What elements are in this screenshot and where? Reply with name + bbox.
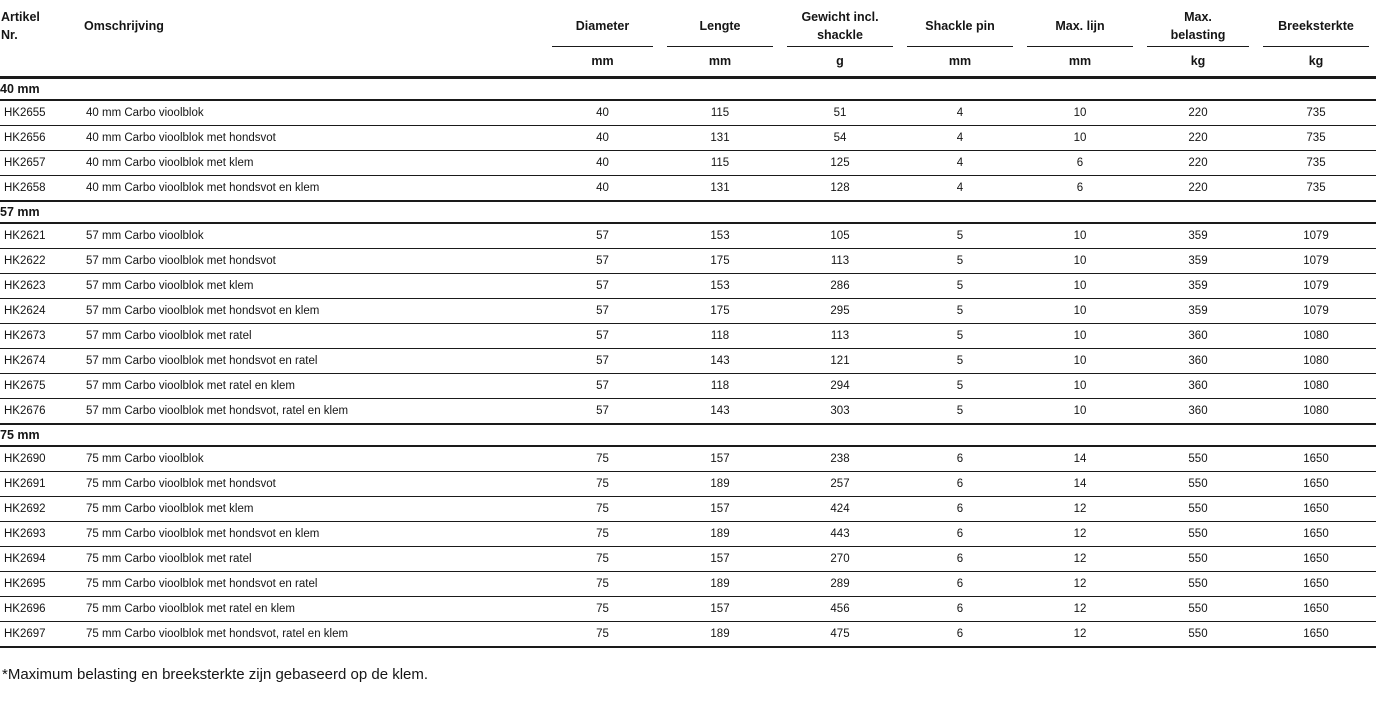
breeksterkte-cell: 1650	[1256, 472, 1376, 497]
omschrijving-cell: 40 mm Carbo vioolblok	[82, 100, 545, 126]
omschrijving-cell: 75 mm Carbo vioolblok met ratel	[82, 547, 545, 572]
artikel-nr-cell: HK2697	[0, 622, 82, 648]
diameter-cell: 75	[545, 622, 660, 648]
max-belasting-cell: 550	[1140, 572, 1256, 597]
unit-omschrijving	[82, 46, 545, 78]
gewicht-cell: 456	[780, 597, 900, 622]
lengte-cell: 143	[660, 349, 780, 374]
diameter-cell: 40	[545, 126, 660, 151]
max-lijn-cell: 12	[1020, 622, 1140, 648]
footnote: *Maximum belasting en breeksterkte zijn gebaseerd op de klem.	[2, 666, 429, 684]
diameter-cell: 75	[545, 497, 660, 522]
max-lijn-cell: 10	[1020, 349, 1140, 374]
max-belasting-cell: 550	[1140, 597, 1256, 622]
artikel-nr-cell: HK2673	[0, 324, 82, 349]
header-gewicht	[780, 0, 900, 46]
section-row	[0, 201, 1376, 223]
unit-artikel-text	[5, 65, 77, 70]
max-lijn-cell: 10	[1020, 223, 1140, 249]
diameter-cell: 57	[545, 374, 660, 399]
breeksterkte-cell: 1650	[1256, 597, 1376, 622]
gewicht-cell: 270	[780, 547, 900, 572]
max-lijn-cell: 12	[1020, 572, 1140, 597]
table-row	[0, 472, 1376, 497]
max-lijn-cell: 10	[1020, 324, 1140, 349]
shackle-pin-cell: 6	[900, 597, 1020, 622]
max-belasting-cell: 550	[1140, 522, 1256, 547]
breeksterkte-cell: 1650	[1256, 572, 1376, 597]
shackle-pin-cell: 4	[900, 100, 1020, 126]
gewicht-cell: 286	[780, 274, 900, 299]
shackle-pin-cell: 4	[900, 176, 1020, 202]
lengte-cell: 175	[660, 299, 780, 324]
omschrijving-cell: 57 mm Carbo vioolblok met hondsvot en ratel	[82, 349, 545, 374]
section-title: 40 mm	[0, 78, 1376, 101]
max-belasting-cell: 550	[1140, 622, 1256, 648]
breeksterkte-cell: 1650	[1256, 522, 1376, 547]
diameter-cell: 75	[545, 597, 660, 622]
gewicht-cell: 424	[780, 497, 900, 522]
breeksterkte-cell: 735	[1256, 100, 1376, 126]
gewicht-cell: 443	[780, 522, 900, 547]
artikel-nr-cell: HK2676	[0, 399, 82, 425]
header-diameter-label: Diameter	[575, 18, 630, 33]
header-gewicht-line2: shackle	[817, 28, 863, 42]
header-lengte	[660, 0, 780, 46]
diameter-cell: 40	[545, 100, 660, 126]
omschrijving-cell: 57 mm Carbo vioolblok met hondsvot	[82, 249, 545, 274]
header-shackle-pin	[900, 0, 1020, 46]
header-max-belasting-line2: belasting	[1170, 28, 1226, 42]
table-row	[0, 100, 1376, 126]
lengte-cell: 153	[660, 223, 780, 249]
breeksterkte-cell: 735	[1256, 151, 1376, 176]
unit-shackle-pin-text: mm	[907, 46, 1013, 70]
table-row	[0, 522, 1376, 547]
diameter-cell: 40	[545, 176, 660, 202]
omschrijving-cell: 40 mm Carbo vioolblok met hondsvot en klem	[82, 176, 545, 202]
table-row	[0, 176, 1376, 202]
gewicht-cell: 475	[780, 622, 900, 648]
gewicht-cell: 303	[780, 399, 900, 425]
shackle-pin-cell: 6	[900, 472, 1020, 497]
artikel-nr-cell: HK2622	[0, 249, 82, 274]
breeksterkte-cell: 735	[1256, 126, 1376, 151]
max-lijn-cell: 6	[1020, 176, 1140, 202]
lengte-cell: 157	[660, 547, 780, 572]
gewicht-cell: 121	[780, 349, 900, 374]
max-lijn-cell: 10	[1020, 299, 1140, 324]
shackle-pin-cell: 4	[900, 126, 1020, 151]
unit-diameter-text: mm	[552, 46, 653, 70]
omschrijving-cell: 40 mm Carbo vioolblok met klem	[82, 151, 545, 176]
unit-lengte-text: mm	[667, 46, 773, 70]
shackle-pin-cell: 6	[900, 547, 1020, 572]
max-lijn-cell: 14	[1020, 446, 1140, 472]
artikel-nr-cell: HK2693	[0, 522, 82, 547]
header-artikel-line2: Nr.	[1, 28, 18, 42]
unit-lengte	[660, 46, 780, 78]
section-row	[0, 78, 1376, 101]
breeksterkte-cell: 1080	[1256, 399, 1376, 425]
breeksterkte-cell: 1650	[1256, 622, 1376, 648]
unit-omschrijving-text	[110, 65, 517, 70]
unit-gewicht	[780, 46, 900, 78]
artikel-nr-cell: HK2656	[0, 126, 82, 151]
max-belasting-cell: 360	[1140, 324, 1256, 349]
lengte-cell: 153	[660, 274, 780, 299]
max-lijn-cell: 10	[1020, 249, 1140, 274]
shackle-pin-cell: 5	[900, 399, 1020, 425]
diameter-cell: 40	[545, 151, 660, 176]
lengte-cell: 118	[660, 324, 780, 349]
lengte-cell: 175	[660, 249, 780, 274]
header-units-row	[0, 46, 1376, 78]
max-lijn-cell: 10	[1020, 399, 1140, 425]
table-row	[0, 223, 1376, 249]
table-row	[0, 497, 1376, 522]
max-belasting-cell: 360	[1140, 399, 1256, 425]
shackle-pin-cell: 5	[900, 349, 1020, 374]
omschrijving-cell: 57 mm Carbo vioolblok	[82, 223, 545, 249]
table-row	[0, 622, 1376, 648]
table-row	[0, 572, 1376, 597]
gewicht-cell: 295	[780, 299, 900, 324]
omschrijving-cell: 75 mm Carbo vioolblok met hondsvot en klem	[82, 522, 545, 547]
header-breeksterkte-label: Breeksterkte	[1278, 18, 1354, 33]
table-row	[0, 374, 1376, 399]
shackle-pin-cell: 6	[900, 572, 1020, 597]
breeksterkte-cell: 1080	[1256, 349, 1376, 374]
diameter-cell: 57	[545, 223, 660, 249]
diameter-cell: 75	[545, 472, 660, 497]
shackle-pin-cell: 5	[900, 274, 1020, 299]
diameter-cell: 75	[545, 446, 660, 472]
lengte-cell: 189	[660, 522, 780, 547]
diameter-cell: 57	[545, 299, 660, 324]
breeksterkte-cell: 1650	[1256, 446, 1376, 472]
unit-artikel	[0, 46, 82, 78]
shackle-pin-cell: 6	[900, 622, 1020, 648]
gewicht-cell: 128	[780, 176, 900, 202]
table-row	[0, 299, 1376, 324]
table-header	[0, 0, 1376, 78]
artikel-nr-cell: HK2675	[0, 374, 82, 399]
omschrijving-cell: 75 mm Carbo vioolblok met hondsvot	[82, 472, 545, 497]
header-max-lijn-label: Max. lijn	[1055, 18, 1105, 33]
lengte-cell: 157	[660, 497, 780, 522]
max-lijn-cell: 12	[1020, 547, 1140, 572]
artikel-nr-cell: HK2624	[0, 299, 82, 324]
max-lijn-cell: 10	[1020, 100, 1140, 126]
max-belasting-cell: 220	[1140, 151, 1256, 176]
artikel-nr-cell: HK2655	[0, 100, 82, 126]
header-max-belasting-line1: Max.	[1184, 9, 1212, 24]
lengte-cell: 118	[660, 374, 780, 399]
unit-diameter	[545, 46, 660, 78]
breeksterkte-cell: 1080	[1256, 324, 1376, 349]
breeksterkte-cell: 1650	[1256, 497, 1376, 522]
lengte-cell: 157	[660, 597, 780, 622]
gewicht-cell: 257	[780, 472, 900, 497]
max-lijn-cell: 12	[1020, 522, 1140, 547]
max-belasting-cell: 359	[1140, 274, 1256, 299]
table-row	[0, 151, 1376, 176]
max-belasting-cell: 359	[1140, 299, 1256, 324]
gewicht-cell: 105	[780, 223, 900, 249]
breeksterkte-cell: 735	[1256, 176, 1376, 202]
artikel-nr-cell: HK2694	[0, 547, 82, 572]
gewicht-cell: 54	[780, 126, 900, 151]
table-row	[0, 597, 1376, 622]
diameter-cell: 57	[545, 349, 660, 374]
max-belasting-cell: 550	[1140, 472, 1256, 497]
omschrijving-cell: 75 mm Carbo vioolblok met hondsvot, ratel en klem	[82, 622, 545, 648]
artikel-nr-cell: HK2691	[0, 472, 82, 497]
header-breeksterkte	[1256, 0, 1376, 46]
artikel-nr-cell: HK2695	[0, 572, 82, 597]
table-row	[0, 324, 1376, 349]
diameter-cell: 75	[545, 547, 660, 572]
artikel-nr-cell: HK2692	[0, 497, 82, 522]
gewicht-cell: 294	[780, 374, 900, 399]
shackle-pin-cell: 6	[900, 497, 1020, 522]
omschrijving-cell: 57 mm Carbo vioolblok met hondsvot, ratel en klem	[82, 399, 545, 425]
gewicht-cell: 238	[780, 446, 900, 472]
max-lijn-cell: 12	[1020, 497, 1140, 522]
table-row	[0, 274, 1376, 299]
diameter-cell: 75	[545, 522, 660, 547]
breeksterkte-cell: 1080	[1256, 374, 1376, 399]
max-lijn-cell: 6	[1020, 151, 1140, 176]
omschrijving-cell: 75 mm Carbo vioolblok met klem	[82, 497, 545, 522]
max-belasting-cell: 220	[1140, 100, 1256, 126]
diameter-cell: 57	[545, 249, 660, 274]
lengte-cell: 189	[660, 472, 780, 497]
header-omschrijving-label: Omschrijving	[84, 18, 164, 33]
section-title: 75 mm	[0, 424, 1376, 446]
gewicht-cell: 125	[780, 151, 900, 176]
shackle-pin-cell: 5	[900, 249, 1020, 274]
unit-breeksterkte	[1256, 46, 1376, 78]
header-label-row	[0, 0, 1376, 46]
gewicht-cell: 113	[780, 324, 900, 349]
max-lijn-cell: 10	[1020, 274, 1140, 299]
header-shackle-pin-label: Shackle pin	[925, 18, 995, 33]
breeksterkte-cell: 1079	[1256, 274, 1376, 299]
shackle-pin-cell: 5	[900, 324, 1020, 349]
shackle-pin-cell: 6	[900, 522, 1020, 547]
gewicht-cell: 113	[780, 249, 900, 274]
max-belasting-cell: 220	[1140, 126, 1256, 151]
max-belasting-cell: 220	[1140, 176, 1256, 202]
max-belasting-cell: 550	[1140, 547, 1256, 572]
shackle-pin-cell: 5	[900, 299, 1020, 324]
header-diameter	[545, 0, 660, 46]
artikel-nr-cell: HK2623	[0, 274, 82, 299]
breeksterkte-cell: 1079	[1256, 223, 1376, 249]
unit-max-belasting-text: kg	[1147, 46, 1249, 70]
diameter-cell: 57	[545, 324, 660, 349]
max-lijn-cell: 14	[1020, 472, 1140, 497]
table-row	[0, 249, 1376, 274]
diameter-cell: 75	[545, 572, 660, 597]
artikel-nr-cell: HK2621	[0, 223, 82, 249]
max-lijn-cell: 10	[1020, 374, 1140, 399]
omschrijving-cell: 75 mm Carbo vioolblok	[82, 446, 545, 472]
header-artikel-line1: Artikel	[1, 9, 40, 24]
header-max-belasting	[1140, 0, 1256, 46]
artikel-nr-cell: HK2690	[0, 446, 82, 472]
max-belasting-cell: 359	[1140, 223, 1256, 249]
lengte-cell: 115	[660, 100, 780, 126]
max-lijn-cell: 10	[1020, 126, 1140, 151]
section-title: 57 mm	[0, 201, 1376, 223]
omschrijving-cell: 57 mm Carbo vioolblok met klem	[82, 274, 545, 299]
max-belasting-cell: 360	[1140, 374, 1256, 399]
max-belasting-cell: 550	[1140, 497, 1256, 522]
header-gewicht-line1: Gewicht incl.	[801, 9, 879, 24]
shackle-pin-cell: 4	[900, 151, 1020, 176]
lengte-cell: 131	[660, 126, 780, 151]
lengte-cell: 189	[660, 622, 780, 648]
shackle-pin-cell: 6	[900, 446, 1020, 472]
breeksterkte-cell: 1079	[1256, 299, 1376, 324]
header-lengte-label: Lengte	[699, 18, 741, 33]
gewicht-cell: 51	[780, 100, 900, 126]
gewicht-cell: 289	[780, 572, 900, 597]
table-body	[0, 78, 1376, 648]
table-row	[0, 547, 1376, 572]
unit-max-belasting	[1140, 46, 1256, 78]
breeksterkte-cell: 1650	[1256, 547, 1376, 572]
max-belasting-cell: 359	[1140, 249, 1256, 274]
section-row	[0, 424, 1376, 446]
shackle-pin-cell: 5	[900, 374, 1020, 399]
diameter-cell: 57	[545, 274, 660, 299]
table-row	[0, 349, 1376, 374]
table-row	[0, 446, 1376, 472]
unit-max-lijn	[1020, 46, 1140, 78]
lengte-cell: 143	[660, 399, 780, 425]
max-belasting-cell: 550	[1140, 446, 1256, 472]
unit-gewicht-text: g	[787, 46, 893, 70]
omschrijving-cell: 40 mm Carbo vioolblok met hondsvot	[82, 126, 545, 151]
max-lijn-cell: 12	[1020, 597, 1140, 622]
omschrijving-cell: 75 mm Carbo vioolblok met hondsvot en ratel	[82, 572, 545, 597]
lengte-cell: 189	[660, 572, 780, 597]
artikel-nr-cell: HK2658	[0, 176, 82, 202]
omschrijving-cell: 57 mm Carbo vioolblok met ratel en klem	[82, 374, 545, 399]
artikel-nr-cell: HK2696	[0, 597, 82, 622]
max-belasting-cell: 360	[1140, 349, 1256, 374]
unit-shackle-pin	[900, 46, 1020, 78]
artikel-nr-cell: HK2674	[0, 349, 82, 374]
lengte-cell: 157	[660, 446, 780, 472]
header-artikel-nr	[0, 0, 82, 46]
omschrijving-cell: 57 mm Carbo vioolblok met hondsvot en klem	[82, 299, 545, 324]
header-omschrijving	[82, 0, 545, 46]
header-max-lijn	[1020, 0, 1140, 46]
breeksterkte-cell: 1079	[1256, 249, 1376, 274]
shackle-pin-cell: 5	[900, 223, 1020, 249]
unit-max-lijn-text: mm	[1027, 46, 1133, 70]
diameter-cell: 57	[545, 399, 660, 425]
table-row	[0, 126, 1376, 151]
table-row	[0, 399, 1376, 425]
omschrijving-cell: 75 mm Carbo vioolblok met ratel en klem	[82, 597, 545, 622]
omschrijving-cell: 57 mm Carbo vioolblok met ratel	[82, 324, 545, 349]
lengte-cell: 115	[660, 151, 780, 176]
unit-breeksterkte-text: kg	[1263, 46, 1369, 70]
lengte-cell: 131	[660, 176, 780, 202]
artikel-nr-cell: HK2657	[0, 151, 82, 176]
